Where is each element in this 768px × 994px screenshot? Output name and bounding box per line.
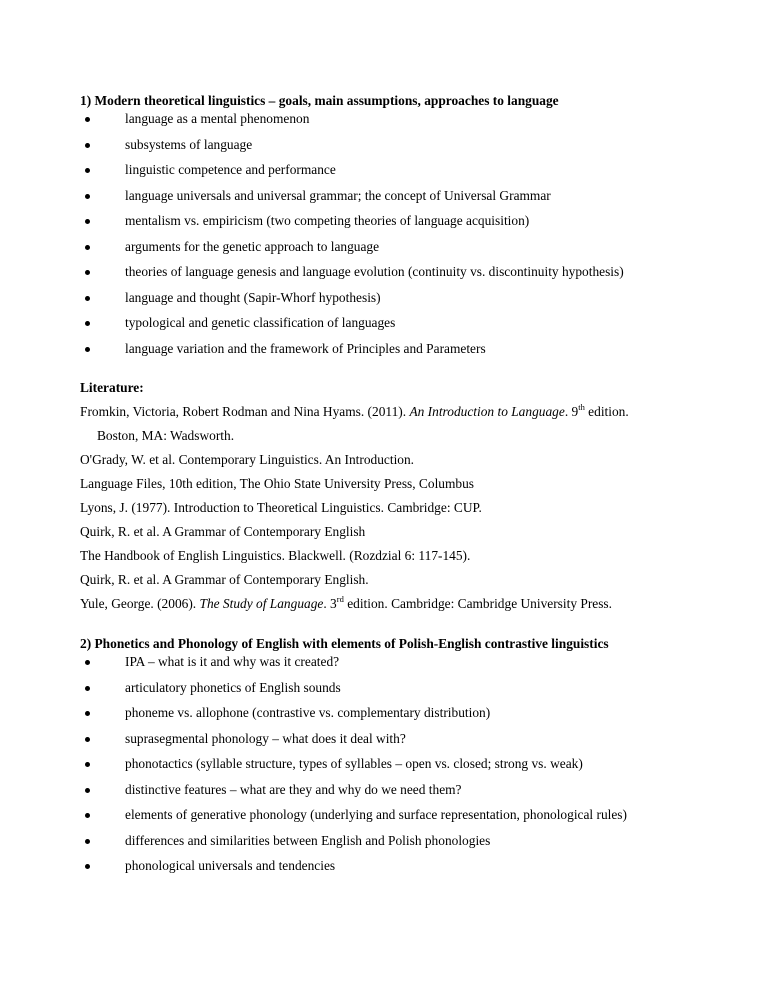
bullet-icon [85,143,90,148]
entry-title: The Study of Language [199,596,324,611]
list-item-text: distinctive features – what are they and why do we need them? [125,781,462,797]
entry-text: edition. Cambridge: Cambridge University Press. [343,596,612,611]
list-item-text: phonological universals and tendencies [125,858,336,873]
entry-text: Fromkin, Victoria, Robert Rodman and Nina Hyams. (2011). [80,404,410,419]
ordinal-suffix: th [578,401,585,412]
ordinal-suffix: rd [336,593,344,604]
document-page [80,92,740,883]
literature-entry: Language Files, 10th edition, The Ohio State University Press, Columbus [80,476,474,491]
bullet-icon [85,219,90,224]
literature-list [80,403,740,613]
entry-text: edition. [584,404,629,419]
list-item-text: arguments for the genetic approach to language [125,238,380,254]
section-1-heading: 1) Modern theoretical linguistics – goals, main assumptions, approaches to language [80,93,559,108]
bullet-icon [85,813,90,818]
bullet-icon [85,839,90,844]
entry-title: An Introduction to Language [409,404,565,419]
list-item [80,340,740,366]
list-item-text: differences and similarities between English and Polish phonologies [125,832,491,848]
list-item [80,314,740,340]
list-item [80,161,740,187]
bullet-icon [85,737,90,742]
list-item-text: theories of language genesis and language evolution (continuity vs. discontinuity hypothesis) [125,264,624,279]
section-2-heading: 2) Phonetics and Phonology of English with elements of Polish-English contrastive linguistics [80,636,609,651]
bullet-icon [85,660,90,665]
bullet-icon [85,194,90,199]
bullet-icon [85,270,90,275]
literature-entry: O'Grady, W. et al. Contemporary Linguistics. An Introduction. [80,452,415,467]
list-item [80,110,740,136]
list-item-text: mentalism vs. empiricism (two competing theories of language acquisition) [125,213,530,228]
list-item [80,781,740,807]
list-item [80,806,740,832]
list-item [80,263,740,289]
bullet-icon [85,788,90,793]
bullet-icon [85,245,90,250]
literature-entry-fromkin [80,403,740,445]
list-item [80,289,740,315]
list-item-text: language as a mental phenomenon [125,111,310,126]
entry-continuation: Boston, MA: Wadsworth. [97,428,235,443]
list-item [80,238,740,264]
section-2-list [80,653,740,883]
literature-entry: Quirk, R. et al. A Grammar of Contemporary English. [80,572,369,587]
list-item [80,187,740,213]
list-item [80,212,740,238]
literature-entry-yule [80,595,740,613]
bullet-icon [85,686,90,691]
list-item-text: typological and genetic classification of languages [125,315,396,330]
list-item [80,730,740,756]
list-item-text: subsystems of language [125,136,253,152]
list-item [80,136,740,162]
list-item [80,755,740,781]
entry-text: . 9 [564,404,579,419]
bullet-icon [85,296,90,301]
list-item-text: language variation and the framework of Principles and Parameters [125,340,486,356]
list-item-text: linguistic competence and performance [125,162,336,177]
bullet-icon [85,864,90,869]
list-item [80,857,740,883]
bullet-icon [85,321,90,326]
list-item-text: IPA – what is it and why was it created? [125,654,340,669]
literature-heading: Literature: [80,380,144,395]
list-item-text: phoneme vs. allophone (contrastive vs. complementary distribution) [125,705,491,720]
entry-text: . 3 [323,596,337,611]
list-item [80,832,740,858]
list-item [80,679,740,705]
bullet-icon [85,117,90,122]
section-1-list [80,110,740,365]
list-item-text: elements of generative phonology (underlying and surface representation, phonological rules) [125,807,627,822]
list-item-text: language and thought (Sapir-Whorf hypothesis) [125,289,381,305]
bullet-icon [85,347,90,352]
list-item-text: suprasegmental phonology – what does it deal with? [125,730,406,746]
literature-entry: Lyons, J. (1977). Introduction to Theoretical Linguistics. Cambridge: CUP. [80,500,482,515]
list-item [80,704,740,730]
list-item-text: language universals and universal grammar; the concept of Universal Grammar [125,187,551,203]
entry-text: Yule, George. (2006). [80,596,200,611]
bullet-icon [85,762,90,767]
list-item-text: articulatory phonetics of English sounds [125,679,341,695]
literature-entry: Quirk, R. et al. A Grammar of Contemporary English [80,524,366,539]
literature-entry: The Handbook of English Linguistics. Blackwell. (Rozdzial 6: 117-145). [80,548,471,563]
list-item-text: phonotactics (syllable structure, types of syllables – open vs. closed; strong vs. weak) [125,756,583,771]
bullet-icon [85,711,90,716]
bullet-icon [85,168,90,173]
list-item [80,653,740,679]
